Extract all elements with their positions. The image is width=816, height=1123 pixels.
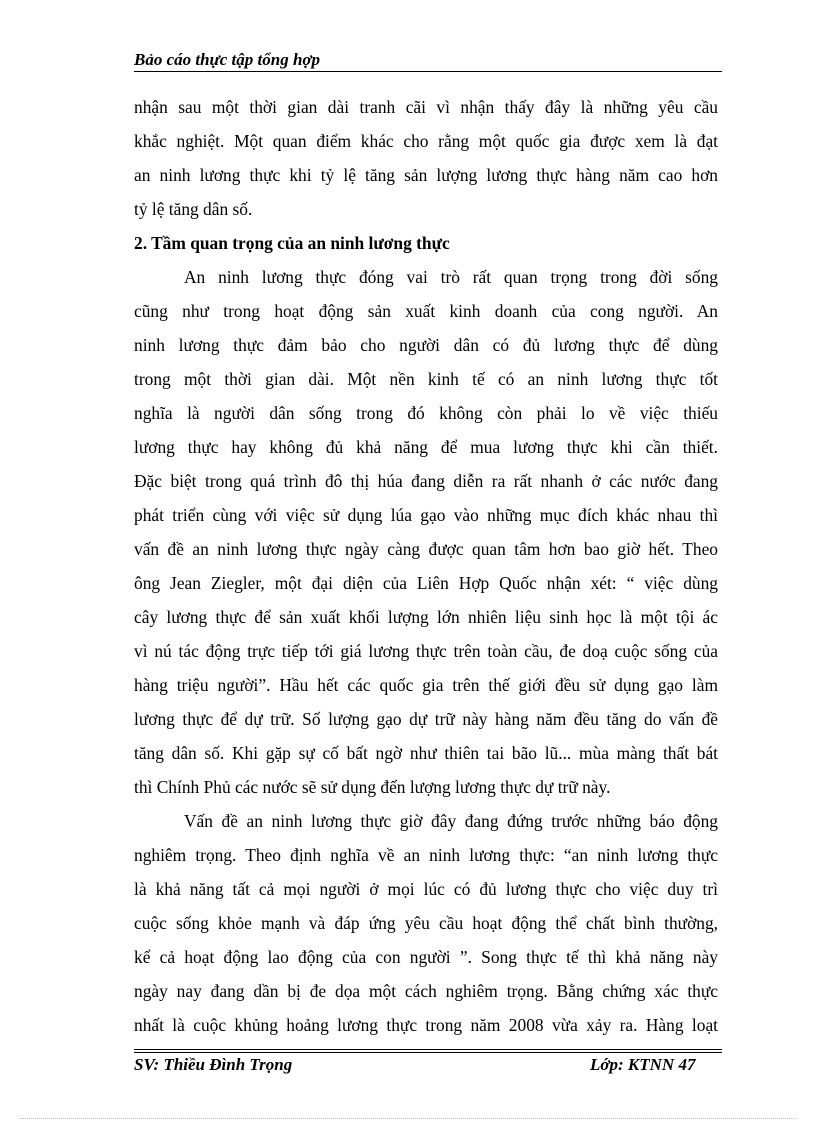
footer-class: Lớp: KTNN 47 xyxy=(590,1055,696,1074)
text-line: khắc nghiệt. Một quan điểm khác cho rằng một quốc gia được xem là đạt xyxy=(134,131,718,151)
text-line: Vấn đề an ninh lương thực giờ đây đang đứng trước những báo động xyxy=(184,811,718,831)
text-line: An ninh lương thực đóng vai trò rất quan trọng trong đời sống xyxy=(184,267,718,287)
header-divider xyxy=(134,71,722,72)
text-line: vấn đề an ninh lương thực ngày càng được quan tâm hơn bao giờ hết. Theo xyxy=(134,539,718,559)
text-line: an ninh lương thực khi tỷ lệ tăng sản lượng lương thực hàng năm cao hơn xyxy=(134,165,718,185)
text-line: ngày nay đang dần bị đe dọa một cách nghiêm trọng. Bằng chứng xác thực xyxy=(134,981,718,1001)
text-line: cây lương thực để sản xuất khối lượng lớn nhiên liệu sinh học là một tội ác xyxy=(134,607,718,627)
text-line: ninh lương thực đảm bảo cho người dân có đủ lương thực để dùng xyxy=(134,335,718,355)
text-line: trong một thời gian dài. Một nền kinh tế có an ninh lương thực tốt xyxy=(134,369,718,389)
text-line: là khả năng tất cả mọi người ở mọi lúc có đủ lương thực cho việc duy trì xyxy=(134,879,718,899)
text-line: tỷ lệ tăng dân số. xyxy=(134,199,253,219)
page-header-title: Bảo cáo thực tập tổng hợp xyxy=(134,50,321,69)
text-line: vì nú tác động trực tiếp tới giá lương thực trên toàn cầu, đe doạ cuộc sống của xyxy=(134,641,718,661)
text-line: ông Jean Ziegler, một đại diện của Liên Hợp Quốc nhận xét: “ việc dùng xyxy=(134,573,718,593)
text-line: tăng dân số. Khi gặp sự cố bất ngờ như thiên tai bão lũ... mùa màng thất bát xyxy=(134,743,718,763)
text-line: hàng triệu người”. Hầu hết các quốc gia trên thế giới đều sử dụng gạo làm xyxy=(134,675,718,695)
text-line: kể cả hoạt động lao động của con người ”. Song thực tế thì khả năng này xyxy=(134,947,718,967)
footer-student-name: SV: Thiều Đình Trọng xyxy=(134,1055,293,1074)
section-heading: 2. Tầm quan trọng của an ninh lương thực xyxy=(134,233,450,253)
text-line: cũng như trong hoạt động sản xuất kinh doanh của cong người. An xyxy=(134,301,718,321)
text-line: lương thực để dự trữ. Số lượng gạo dự trữ này hàng năm đều tăng do vấn đề xyxy=(134,709,718,729)
text-line: lương thực hay không đủ khả năng để mua lương thực khi cần thiết. xyxy=(134,437,718,457)
document-body xyxy=(134,90,718,1042)
text-line: nghiêm trọng. Theo định nghĩa về an ninh lương thực: “an ninh lương thực xyxy=(134,845,718,865)
page-edge-divider xyxy=(20,1118,796,1119)
footer-divider xyxy=(134,1052,722,1053)
text-line: nghĩa là người dân sống trong đó không còn phải lo về việc thiếu xyxy=(134,403,718,423)
text-line: thì Chính Phủ các nước sẽ sử dụng đến lượng lương thực dự trữ này. xyxy=(134,777,611,797)
text-line: cuộc sống khỏe mạnh và đáp ứng yêu cầu hoạt động thể chất bình thường, xyxy=(134,913,718,933)
text-line: nhận sau một thời gian dài tranh cãi vì nhận thấy đây là những yêu cầu xyxy=(134,97,718,117)
footer-divider xyxy=(134,1049,722,1050)
text-line: nhất là cuộc khủng hoảng lương thực trong năm 2008 vừa xảy ra. Hàng loạt xyxy=(134,1015,718,1035)
text-line: phát triển cùng với việc sử dụng lúa gạo vào những mục đích khác nhau thì xyxy=(134,505,718,525)
text-line: Đặc biệt trong quá trình đô thị húa đang diễn ra rất nhanh ở các nước đang xyxy=(134,471,718,491)
